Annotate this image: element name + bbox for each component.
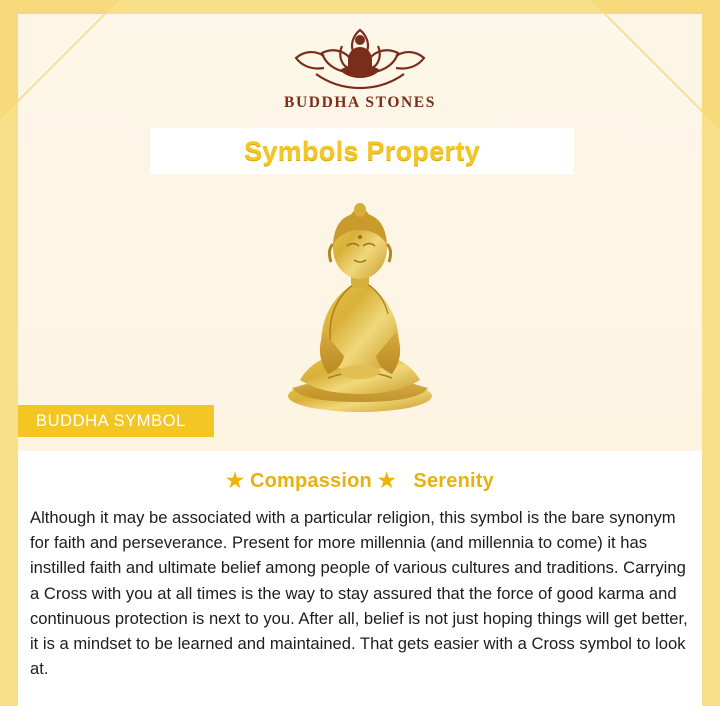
symbol-ribbon xyxy=(18,405,214,437)
lotus-meditation-icon xyxy=(280,18,440,90)
brand-name: BUDDHA STONES xyxy=(284,94,436,111)
brand-logo xyxy=(0,18,720,112)
description-panel xyxy=(18,451,702,706)
trait-second: Serenity xyxy=(413,470,494,492)
page-title: Symbols Property xyxy=(244,135,480,166)
star-icon: ★ xyxy=(226,470,245,492)
description-text: Although it may be associated with a particular religion, this symbol is the bare synonym for faith and perseverance. Present for more millennia (and millennia to come) it has instilled faith and ultimate belief among people of various cultures and traditions. Carrying a Cross with you at all times is the way to stay assured that the force of good karma and continuous protection is next to you. After all, belief is not just hoping things will get better, it is a mindset to be learned and maintained. That gets easier with a Cross symbol to look at. xyxy=(30,508,688,679)
seated-buddha-icon xyxy=(262,182,458,422)
trait-first: Compassion xyxy=(249,470,372,492)
traits-line xyxy=(18,468,702,493)
title-band xyxy=(150,128,574,174)
star-icon: ★ xyxy=(377,470,396,492)
bottom-strip xyxy=(0,706,720,720)
symbol-ribbon-label: BUDDHA SYMBOL xyxy=(36,411,186,430)
